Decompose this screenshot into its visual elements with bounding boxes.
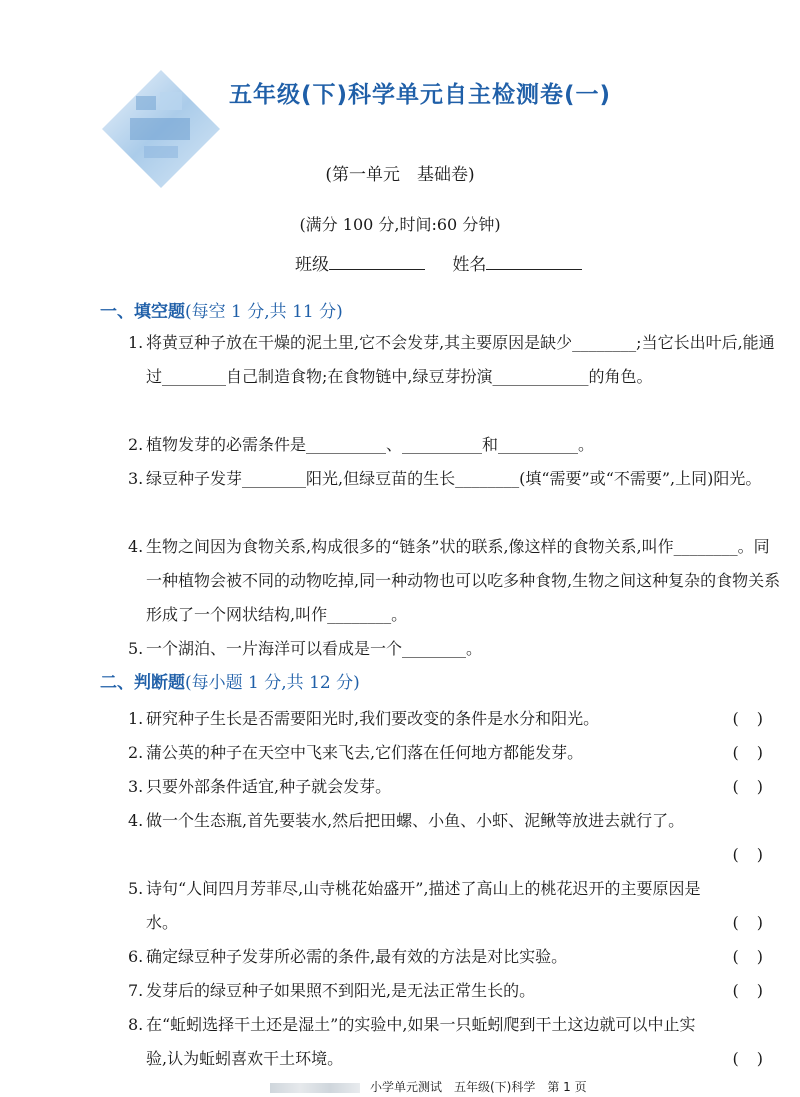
question-item: 1. 研究种子生长是否需要阳光时,我们要改变的条件是水分和阳光。 () [128,702,783,736]
score-info: (满分 100 分,时间:60 分钟) [299,215,501,234]
question-item: 4. 做一个生态瓶,首先要装水,然后把田螺、小鱼、小虾、泥鳅等放进去就行了。 () [128,804,783,872]
section-note: (每空 1 分,共 11 分) [185,302,343,322]
question-item: 7. 发芽后的绿豆种子如果照不到阳光,是无法正常生长的。 () [128,974,783,1008]
question-item: 2. 植物发芽的必需条件是__________、__________和__________。 [128,435,595,454]
section-heading: 一、填空题 [100,302,185,322]
question-item: 1. 将黄豆种子放在干燥的泥土里,它不会发芽,其主要原因是缺少________;当它长出叶后,能通过________自己制造食物;在食物链中,绿豆芽扮演____________的角色。 [128,333,775,386]
answer-paren[interactable]: () [732,777,781,796]
name-blank[interactable] [486,268,582,270]
question-item: 3. 绿豆种子发芽________阳光,但绿豆苗的生长________(填“需要”或“不需要”,上同)阳光。 [128,469,762,488]
section-true-false [100,668,360,693]
question-item: 5. 一个湖泊、一片海洋可以看成是一个________。 [128,639,483,658]
answer-paren[interactable]: () [732,947,781,966]
question-item: 6. 确定绿豆种子发芽所必需的条件,最有效的方法是对比实验。 () [128,940,783,974]
question-item: 3. 只要外部条件适宜,种子就会发芽。 () [128,770,783,804]
footer-logo [270,1083,360,1093]
section-heading: 二、判断题 [100,673,185,693]
question-item: 2. 蒲公英的种子在天空中飞来飞去,它们落在任何地方都能发芽。 () [128,736,783,770]
answer-paren[interactable]: () [732,981,781,1000]
answer-paren[interactable]: () [732,1049,781,1068]
page-subtitle: (第一单元 基础卷) [325,165,475,185]
section-note: (每小题 1 分,共 12 分) [185,673,360,693]
page-title: 五年级(下)科学单元自主检测卷(一) [228,82,612,108]
answer-paren[interactable]: () [732,845,781,864]
class-label: 班级 [295,255,329,275]
section-fill-in [100,297,343,322]
answer-paren[interactable]: () [732,709,781,728]
name-label: 姓名 [452,255,487,275]
answer-paren[interactable]: () [732,913,781,932]
question-item: 8. 在“蚯蚓选择干土还是湿土”的实验中,如果一只蚯蚓爬到干土这边就可以中止实验,认为蚯蚓喜欢干土环境。 () [128,1008,783,1076]
page-footer: 小学单元测试 五年级(下)科学 第 1 页 [270,1078,587,1095]
answer-paren[interactable]: () [732,743,781,762]
question-item: 5. 诗句“人间四月芳菲尽,山寺桃花始盛开”,描述了高山上的桃花迟开的主要原因是水。 () [128,872,783,940]
student-info [295,250,604,275]
class-blank[interactable] [329,268,425,270]
question-item: 4. 生物之间因为食物关系,构成很多的“链条”状的联系,像这样的食物关系,叫作________。同一种植物会被不同的动物吃掉,同一种动物也可以吃多种食物,生物之间这种复杂的食物关系形成了一个网状结构,叫作________。 [128,537,781,624]
